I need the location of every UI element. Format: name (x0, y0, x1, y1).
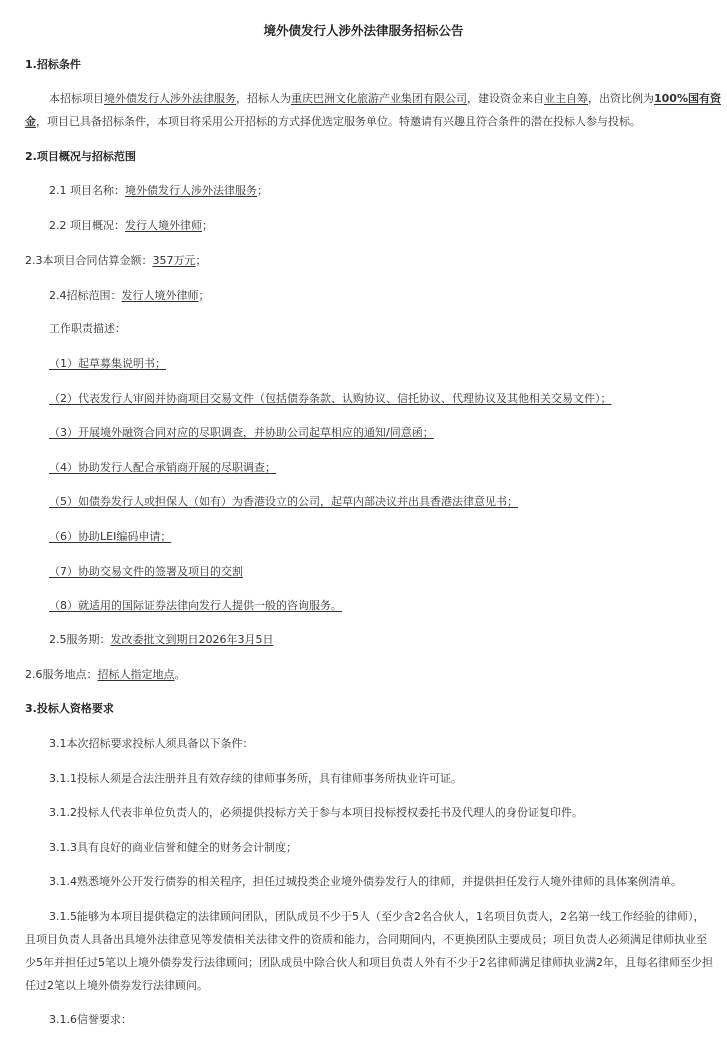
text: 。 (174, 668, 186, 681)
item-2-6 (25, 668, 186, 682)
funding-ratio-cont: 金 (25, 115, 36, 128)
section-1-paragraph-line-2 (25, 115, 641, 129)
page-title: 境外债发行人涉外法律服务招标公告 (263, 23, 464, 38)
duty-text: （3）开展境外融资合同对应的尽职调查，并协助公司起草相应的通知/同意函； (49, 426, 434, 439)
value: 发行人境外律师 (121, 289, 199, 302)
duties-label: 工作职责描述： (49, 322, 126, 335)
section-1-heading: 1.招标条件 (25, 58, 81, 71)
project-name: 境外债发行人涉外法律服务 (104, 92, 236, 105)
duty-text: （1）起草募集说明书； (49, 357, 166, 370)
requirement-3-1-3: 3.1.3具有良好的商业信誉和健全的财务会计制度； (49, 841, 297, 854)
requirement-3-1: 3.1本次招标要求投标人须具备以下条件： (49, 737, 254, 750)
requirement-3-1-2: 3.1.2投标人代表非单位负责人的，必须提供投标方关于参与本项目投标授权委托书及代理人的身份证复印件。 (49, 806, 583, 819)
duty-item (49, 426, 434, 440)
text: ，招标人为 (236, 92, 291, 105)
requirement-3-1-5-line-2: 且项目负责人具备出具境外法律意见等发债相关法律文件的资质和能力，合同期间内，不更换团队主要成员；项目负责人必须满足律师执业至 (25, 933, 707, 946)
requirement-3-1-5-line-4: 任过2笔以上境外债券发行法律顾问。 (25, 979, 208, 992)
text: ，出资比例为 (588, 92, 654, 105)
duty-text: （7）协助交易文件的签署及项目的交割 (49, 565, 243, 578)
text: ； (257, 184, 268, 197)
label: 2.2 项目概况： (49, 219, 125, 232)
item-2-4 (49, 289, 210, 303)
duty-text: （5）如债券发行人或担保人（如有）为香港设立的公司，起草内部决议并出具香港法律意见书； (49, 495, 518, 508)
text: ； (202, 219, 213, 232)
section-2-heading: 2.项目概况与招标范围 (25, 150, 136, 163)
duty-text: （2）代表发行人审阅并协商项目交易文件（包括债券条款、认购协议、信托协议、代理协议及其他相关交易文件）； (49, 392, 612, 405)
label: 2.4招标范围： (49, 289, 122, 302)
value: 招标人指定地点 (97, 668, 175, 681)
text: ； (195, 254, 207, 267)
duty-item (49, 495, 518, 509)
duty-item (49, 530, 171, 544)
label: 2.5服务期： (49, 633, 111, 646)
duty-item (49, 392, 612, 406)
label: 2.6服务地点： (25, 668, 98, 681)
value: 357万元 (152, 254, 196, 267)
item-2-2 (49, 219, 213, 233)
requirement-3-1-5-line-1: 3.1.5能够为本项目提供稳定的法律顾问团队，团队成员不少于5人（至少含2名合伙人，1名项目负责人，2名第一线工作经验的律师）， (49, 910, 705, 923)
duty-item (49, 357, 166, 371)
duty-text: （6）协助LEI编码申请； (49, 530, 172, 543)
requirement-3-1-5-line-3: 少5年并担任过5笔以上境外债券发行法律顾问；团队成员中除合伙人和项目负责人外有不少于2名律师满足律师执业满2年，且每名律师至少担 (25, 956, 713, 969)
fund-source: 业主自筹 (544, 92, 588, 105)
value: 发行人境外律师 (125, 219, 202, 232)
duty-text: （4）协助发行人配合承销商开展的尽职调查； (49, 461, 276, 474)
item-2-3 (25, 254, 207, 268)
text: 本招标项目 (49, 92, 104, 105)
text: ，项目已具备招标条件，本项目将采用公开招标的方式择优选定服务单位。特邀请有兴趣且符合条件的潜在投标人参与投标。 (36, 115, 641, 128)
funding-ratio: 100%国有资 (654, 92, 721, 105)
duty-item (49, 461, 276, 475)
requirement-3-1-4: 3.1.4熟悉境外公开发行债券的相关程序，担任过城投类企业境外债券发行人的律师，并提供担任发行人境外律师的具体案例清单。 (49, 875, 682, 888)
value: 境外债发行人涉外法律服务 (125, 184, 257, 197)
requirement-3-1-6: 3.1.6信誉要求： (49, 1013, 132, 1026)
item-2-1 (49, 184, 268, 198)
duty-item (49, 599, 342, 613)
section-3-heading: 3.投标人资格要求 (25, 702, 114, 715)
text: ； (198, 289, 210, 302)
tenderer-name: 重庆巴洲文化旅游产业集团有限公司 (291, 92, 467, 105)
section-1-paragraph-line-1 (49, 92, 721, 106)
requirement-3-1-1: 3.1.1投标人须是合法注册并且有效存续的律师事务所，具有律师事务所执业许可证。 (49, 772, 462, 785)
item-2-5 (49, 633, 274, 647)
duty-text: （8）就适用的国际证券法律向发行人提供一般的咨询服务。 (49, 599, 342, 612)
label: 2.1 项目名称： (49, 184, 125, 197)
duty-item (49, 565, 243, 579)
label: 2.3本项目合同估算金额： (25, 254, 153, 267)
text: ，建设资金来自 (467, 92, 544, 105)
value: 发改委批文到期日2026年3月5日 (110, 633, 274, 646)
